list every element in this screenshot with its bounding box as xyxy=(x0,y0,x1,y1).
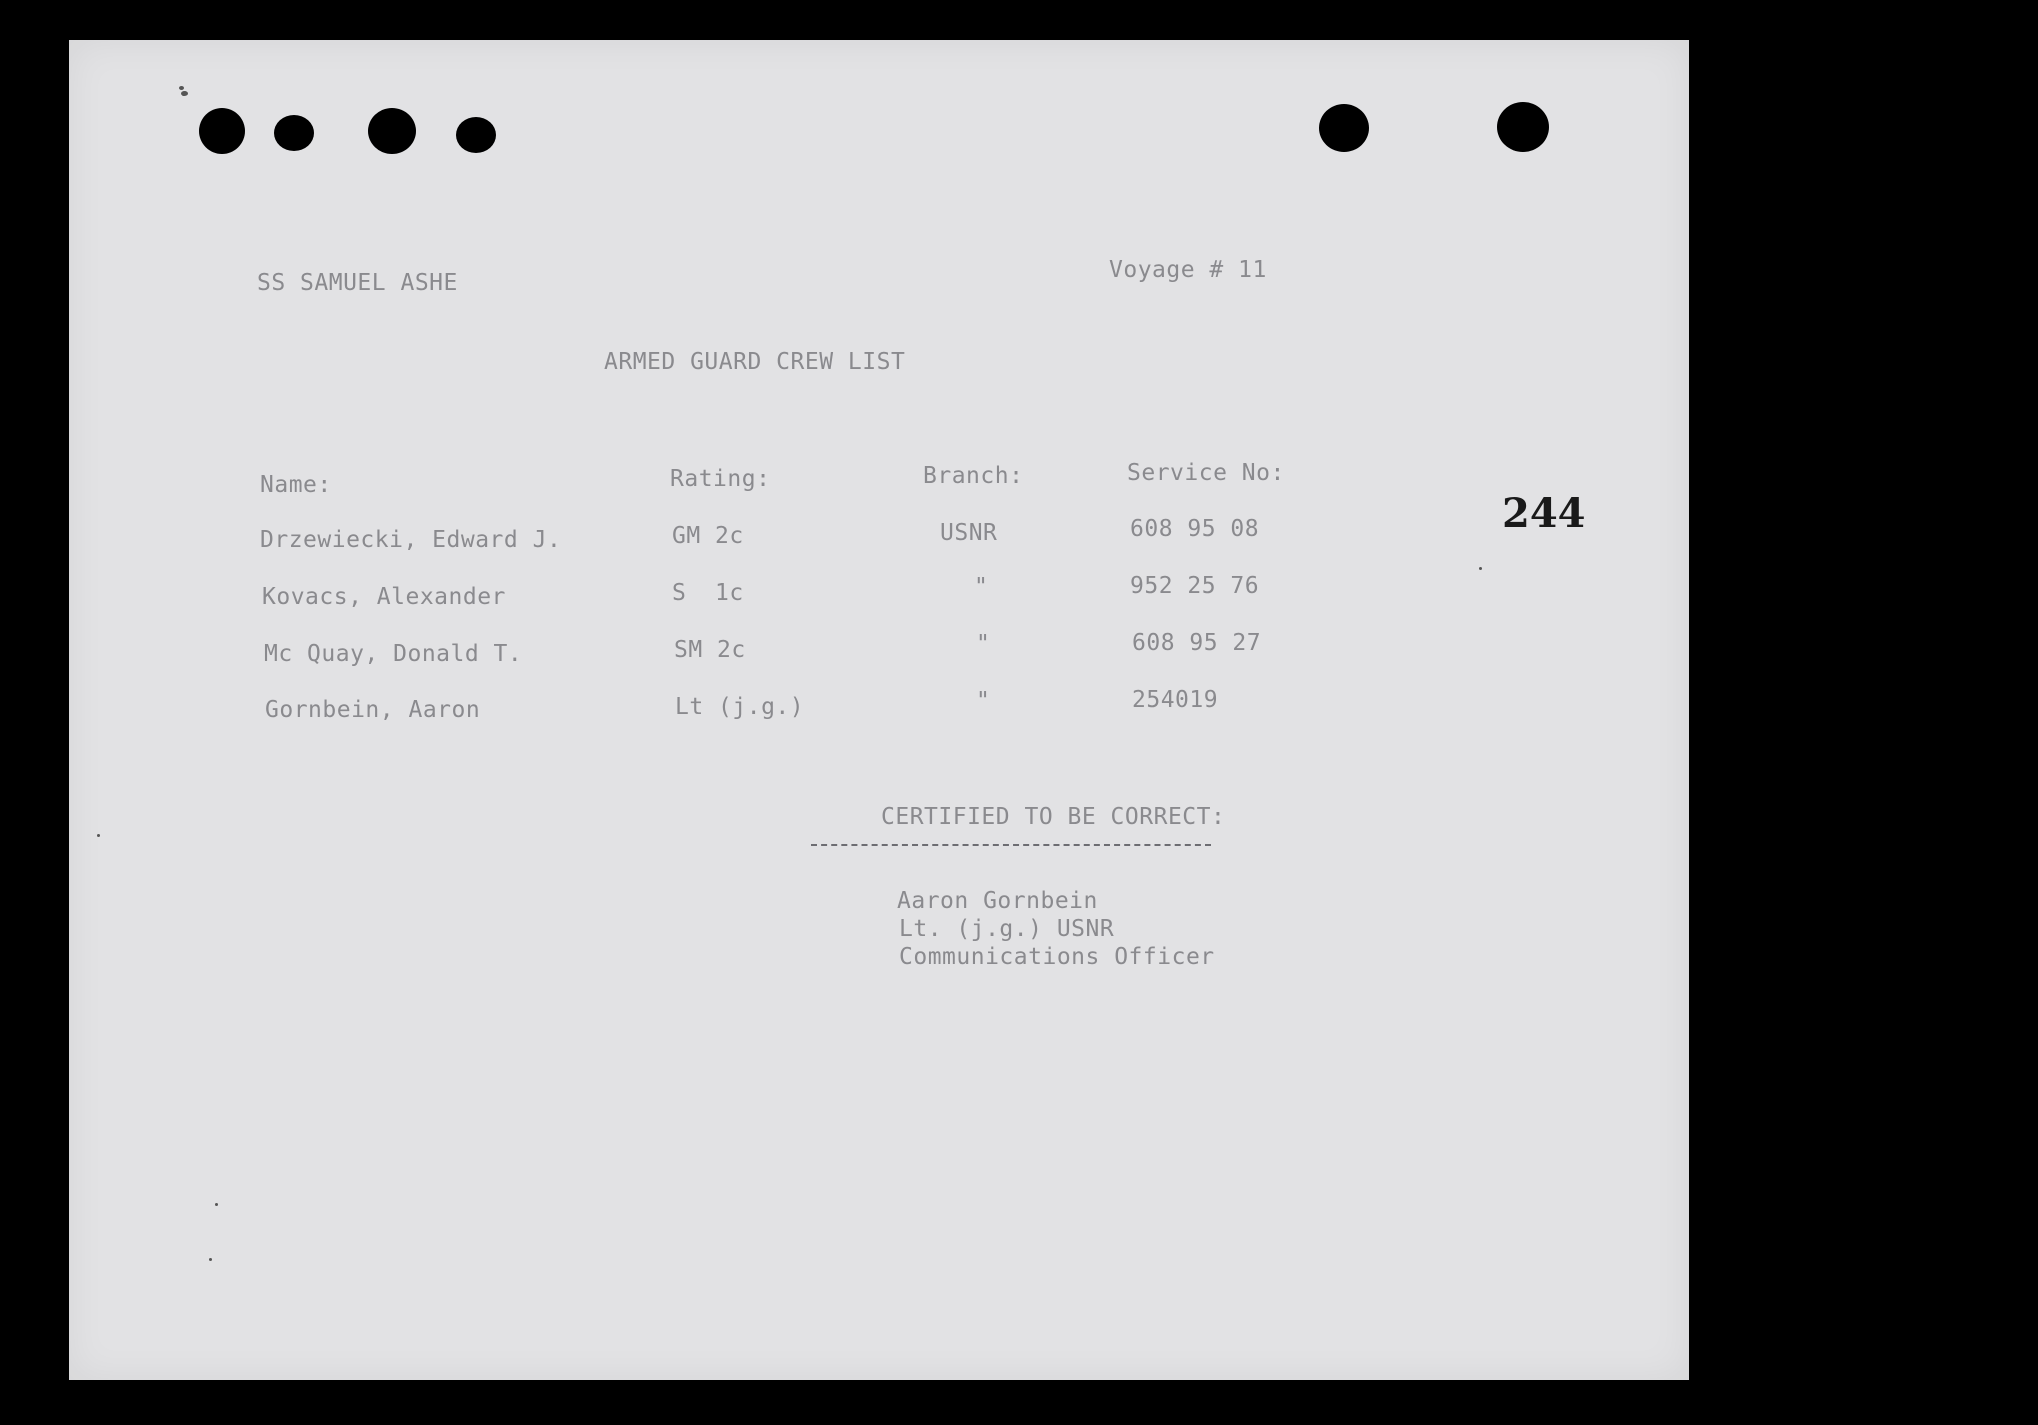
header-name: Name: xyxy=(260,472,332,498)
crew-name: Kovacs, Alexander xyxy=(262,584,506,610)
signatory-rank: Lt. (j.g.) USNR xyxy=(899,916,1115,942)
punch-hole xyxy=(199,108,245,154)
voyage-number: Voyage # 11 xyxy=(1109,257,1267,283)
document-title: ARMED GUARD CREW LIST xyxy=(604,349,906,375)
header-branch: Branch: xyxy=(923,463,1024,489)
header-service-no: Service No: xyxy=(1127,460,1285,486)
punch-hole xyxy=(456,117,496,153)
crew-name: Mc Quay, Donald T. xyxy=(264,641,523,667)
crew-name: Drzewiecki, Edward J. xyxy=(260,527,562,553)
crew-service-no: 952 25 76 xyxy=(1130,573,1260,599)
header-rating: Rating: xyxy=(670,466,771,492)
crew-name: Gornbein, Aaron xyxy=(265,697,481,723)
crew-branch: " xyxy=(976,631,991,657)
crew-rating: S 1c xyxy=(672,580,744,606)
page-number-stamp: 244 xyxy=(1502,490,1586,537)
punch-hole xyxy=(368,108,416,154)
crew-service-no: 254019 xyxy=(1132,687,1219,713)
punch-hole xyxy=(1319,104,1369,152)
signatory-name: Aaron Gornbein xyxy=(897,888,1098,914)
punch-hole xyxy=(1497,102,1549,152)
crew-branch: " xyxy=(974,574,989,600)
crew-rating: GM 2c xyxy=(672,523,744,549)
signature-line xyxy=(811,844,1211,846)
punch-hole xyxy=(274,115,314,151)
signatory-title: Communications Officer xyxy=(899,944,1215,970)
certification-statement: CERTIFIED TO BE CORRECT: xyxy=(881,804,1226,830)
crew-service-no: 608 95 27 xyxy=(1132,630,1262,656)
crew-branch: " xyxy=(976,688,991,714)
crew-branch: USNR xyxy=(940,520,998,546)
crew-service-no: 608 95 08 xyxy=(1130,516,1260,542)
crew-rating: Lt (j.g.) xyxy=(675,694,805,720)
crew-rating: SM 2c xyxy=(674,637,746,663)
ship-name: SS SAMUEL ASHE xyxy=(257,270,458,296)
